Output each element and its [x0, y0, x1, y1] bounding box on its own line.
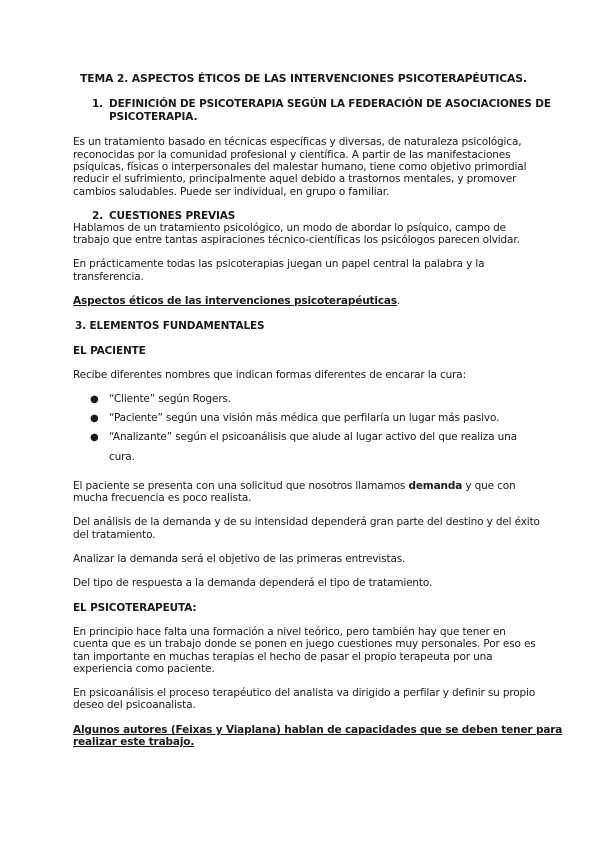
- ethics-link-tail: .: [396, 295, 401, 307]
- psicoanalisis-para-line: deseo del psicoanalista.: [73, 699, 196, 711]
- section2-para1-line: trabajo que entre tantas aspiraciones técnico-científicas los psicólogos parecen olvidar.: [73, 234, 520, 246]
- bullet-icon: ●: [90, 432, 99, 443]
- autores-line: Algunos autores (Feixas y Viaplana) hablan de capacidades que se deben tener para: [73, 724, 563, 736]
- section2-para2-line: transferencia.: [73, 271, 144, 283]
- section1-number: 1.: [92, 98, 103, 110]
- section1-heading-line1: DEFINICIÓN DE PSICOTERAPIA SEGÚN LA FEDERACIÓN DE ASOCIACIONES DE: [109, 98, 551, 110]
- section3-heading: 3. ELEMENTOS FUNDAMENTALES: [75, 320, 265, 332]
- demanda-text-b: y que con: [462, 480, 516, 492]
- section1-para-line: psíquicas, físicas o interpersonales del malestar humano, tiene como objetivo primordial: [73, 161, 527, 173]
- psicoterapeuta-para-line: tan importante en muchas terapias el hecho de pasar el propio terapeuta por una: [73, 651, 493, 663]
- demanda-bold: demanda: [408, 480, 463, 492]
- section1-para-line: reducir el sufrimiento, principalmente aquel debido a trastornos mentales, y promover: [73, 173, 517, 185]
- bullet-item: “Analizante” según el psicoanálisis que alude al lugar activo del que realiza una: [109, 431, 517, 443]
- section2-para1-line: Hablamos de un tratamiento psicológico, un modo de abordar lo psíquico, campo de: [73, 222, 506, 234]
- demanda-line2: mucha frecuencia es poco realista.: [73, 492, 252, 504]
- autores-line: realizar este trabajo.: [73, 736, 195, 748]
- analisis-line: Del análisis de la demanda y de su intensidad dependerá gran parte del destino y del éxito: [73, 516, 540, 528]
- psicoterapeuta-para-line: En principio hace falta una formación a nivel teórico, pero también hay que tener en: [73, 626, 506, 638]
- paciente-intro: Recibe diferentes nombres que indican formas diferentes de encarar la cura:: [73, 369, 466, 381]
- section1-heading-line2: PSICOTERAPIA.: [109, 111, 198, 123]
- psicoanalisis-para-line: En psicoanálisis el proceso terapéutico del analista va dirigido a perfilar y definir su propio: [73, 687, 536, 699]
- ethics-link-line: [73, 295, 400, 308]
- section2-heading: CUESTIONES PREVIAS: [109, 210, 236, 222]
- demanda-text-a: El paciente se presenta con una solicitud que nosotros llamamos: [73, 480, 409, 492]
- bullet-item: “Cliente” según Rogers.: [109, 393, 231, 405]
- section1-para-line: Es un tratamiento basado en técnicas específicas y diversas, de naturaleza psicológica,: [73, 136, 522, 148]
- psicoterapeuta-para-line: experiencia como paciente.: [73, 663, 215, 675]
- bullet-item-continuation: cura.: [109, 451, 135, 463]
- section2-para2-line: En prácticamente todas las psicoterapias juegan un papel central la palabra y la: [73, 258, 485, 270]
- document-title: TEMA 2. ASPECTOS ÉTICOS DE LAS INTERVENCIONES PSICOTERAPÉUTICAS.: [80, 72, 527, 85]
- bullet-icon: ●: [90, 394, 99, 405]
- bullet-item: “Paciente” según una visión más médica que perfilaría un lugar más pasivo.: [109, 412, 500, 424]
- ethics-link[interactable]: Aspectos éticos de las intervenciones psicoterapéuticas: [73, 295, 397, 307]
- section2-number: 2.: [92, 210, 103, 222]
- analizar-line: Analizar la demanda será el objetivo de las primeras entrevistas.: [73, 553, 406, 565]
- psicoterapeuta-heading: EL PSICOTERAPEUTA:: [73, 602, 197, 614]
- psicoterapeuta-para-line: cuenta que es un trabajo donde se ponen en juego cuestiones muy personales. Por eso es: [73, 638, 536, 650]
- paciente-heading: EL PACIENTE: [73, 345, 146, 357]
- respuesta-line: Del tipo de respuesta a la demanda dependerá el tipo de tratamiento.: [73, 577, 433, 589]
- analisis-line: del tratamiento.: [73, 529, 156, 541]
- bullet-icon: ●: [90, 413, 99, 424]
- section1-para-line: cambios saludables. Puede ser individual, en grupo o familiar.: [73, 186, 390, 198]
- section1-para-line: reconocidas por la comunidad profesional y científica. A partir de las manifestaciones: [73, 149, 511, 161]
